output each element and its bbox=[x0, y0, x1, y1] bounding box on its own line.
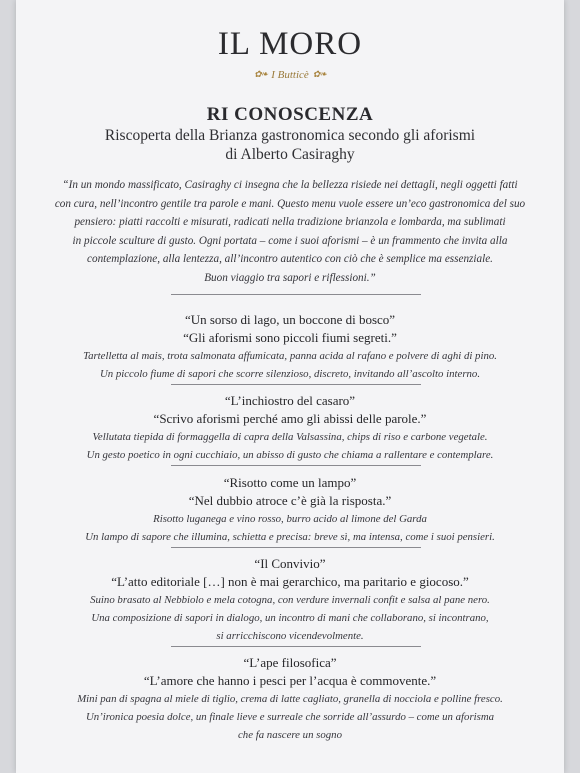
intro-line: in piccole sculture di gusto. Ogni portata – come i suoi aforismi – è un frammento che invita alla bbox=[72, 234, 508, 247]
intro-line: con cura, nell’incontro gentile tra parole e mani. Questo menu vuole essere un’eco gastronomica del suo bbox=[54, 197, 526, 210]
logo-title: IL MORO bbox=[217, 26, 363, 62]
course-2 bbox=[26, 392, 554, 464]
menu-subtitle-line1: Riscoperta della Brianza gastronomica secondo gli aforismi bbox=[104, 127, 476, 144]
menu-card bbox=[16, 0, 564, 773]
course-title: “Il Convivio” bbox=[254, 556, 326, 571]
course-quote: “Scrivo aforismi perché amo gli abissi delle parole.” bbox=[153, 411, 427, 426]
course-title: “L’ape filosofica” bbox=[243, 655, 337, 670]
course-title: “Risotto come un lampo” bbox=[223, 475, 357, 490]
course-title: “L’inchiostro del casaro” bbox=[224, 393, 356, 408]
intro-line: Buon viaggio tra sapori e riflessioni.” bbox=[204, 271, 376, 284]
course-note: si arricchiscono vicendevolmente. bbox=[216, 630, 364, 642]
course-note: Un’ironica poesia dolce, un finale lieve e surreale che sorride all’assurdo – come un aforisma bbox=[85, 711, 495, 723]
course-title: “Un sorso di lago, un boccone di bosco” bbox=[184, 312, 396, 327]
course-description: Mini pan di spagna al miele di tiglio, crema di latte cagliato, granella di nocciola e polline fresco. bbox=[77, 693, 503, 705]
course-5 bbox=[26, 654, 554, 744]
intro-line: pensiero: piatti raccolti e misurati, radicati nella tradizione brianzola e lombarda, ma sublimati bbox=[74, 216, 506, 228]
course-note: Un lampo di sapore che illumina, schietta e precisa: breve sì, ma intensa, come i suoi pensieri. bbox=[85, 531, 495, 543]
logo-subtitle bbox=[254, 69, 326, 81]
course-description: Vellutata tiepida di formaggella di capra della Valsassina, chips di riso e carbone vegetale. bbox=[92, 431, 488, 443]
divider bbox=[171, 465, 421, 466]
course-4 bbox=[26, 555, 554, 645]
intro-line: contemplazione, alla lentezza, all’incontro autentico con ciò che è semplice ma essenziale. bbox=[87, 253, 493, 265]
menu-title: RI CONOSCENZA bbox=[206, 104, 374, 125]
course-note: Un gesto poetico in ogni cucchiaio, un abisso di gusto che chiama a rallentare e contemplare. bbox=[86, 449, 494, 461]
course-quote: “L’amore che hanno i pesci per l’acqua è commovente.” bbox=[143, 673, 437, 688]
logo-subtitle-text: I Butticè bbox=[271, 68, 309, 81]
divider bbox=[171, 294, 421, 295]
course-quote: “Gli aforismi sono piccoli fiumi segreti.” bbox=[183, 330, 397, 345]
course-quote: “Nel dubbio atroce c’è già la risposta.” bbox=[188, 493, 392, 508]
course-1 bbox=[26, 311, 554, 383]
course-note: Un piccolo fiume di sapori che scorre silenzioso, discreto, invitando all’ascolto interno. bbox=[99, 368, 481, 380]
flourish-right-icon: ✿❧ bbox=[312, 69, 326, 79]
course-description: Suino brasato al Nebbiolo e mela cotogna, con verdure invernali confit e salsa al pane nero. bbox=[90, 594, 490, 606]
course-note: Una composizione di sapori in dialogo, un incontro di mani che collaborano, si incontrano, bbox=[91, 612, 489, 624]
divider bbox=[171, 646, 421, 647]
intro-paragraph bbox=[36, 176, 544, 287]
divider bbox=[171, 547, 421, 548]
restaurant-logo bbox=[16, 26, 564, 81]
course-description: Risotto luganega e vino rosso, burro acido al limone del Garda bbox=[153, 513, 427, 525]
intro-line: “In un mondo massificato, Casiraghy ci insegna che la bellezza risiede nei dettagli, negli oggetti fatti bbox=[62, 179, 518, 191]
course-note: che fa nascere un sogno bbox=[238, 729, 342, 741]
course-description: Tartelletta al mais, trota salmonata affumicata, panna acida al rafano e polvere di aghi di pino. bbox=[83, 350, 497, 362]
flourish-left-icon: ✿❧ bbox=[254, 69, 268, 79]
menu-heading bbox=[16, 104, 564, 164]
course-quote: “L’atto editoriale […] non è mai gerarchico, ma paritario e giocoso.” bbox=[111, 574, 469, 589]
divider bbox=[171, 384, 421, 385]
course-3 bbox=[26, 474, 554, 546]
menu-subtitle-line2: di Alberto Casiraghy bbox=[225, 146, 355, 163]
